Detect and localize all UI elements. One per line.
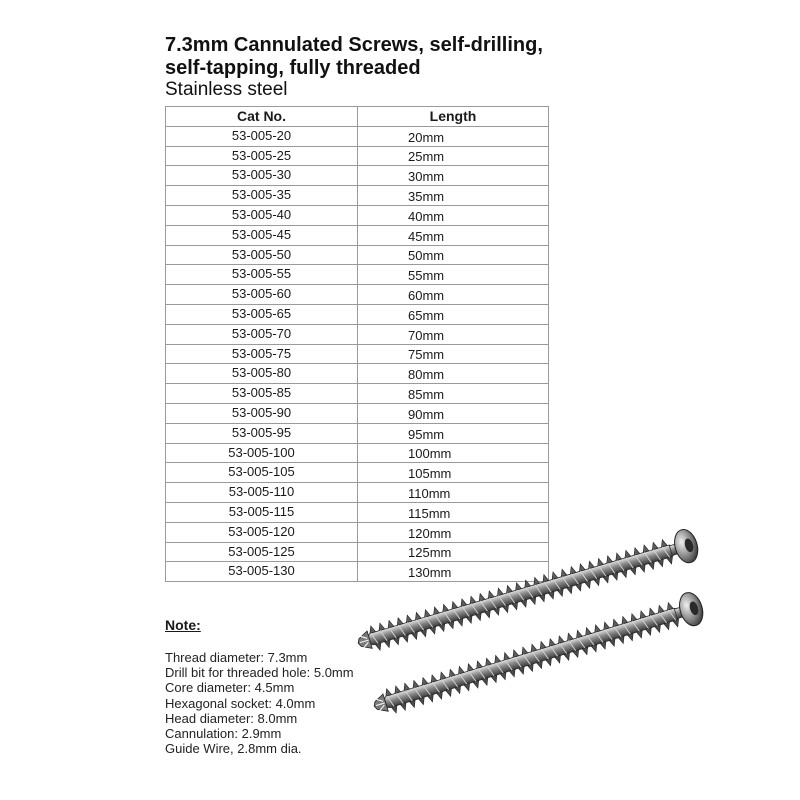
cell-length: 20mm xyxy=(358,126,549,146)
cell-cat-no: 53-005-65 xyxy=(166,304,358,324)
table-row xyxy=(166,364,549,384)
cell-length: 75mm xyxy=(358,344,549,364)
cell-cat-no: 53-005-105 xyxy=(166,463,358,483)
table-header-row xyxy=(166,107,549,127)
table-row xyxy=(166,463,549,483)
cell-cat-no: 53-005-110 xyxy=(166,483,358,503)
cell-cat-no: 53-005-70 xyxy=(166,324,358,344)
table-row xyxy=(166,403,549,423)
table-row xyxy=(166,344,549,364)
cell-cat-no: 53-005-45 xyxy=(166,225,358,245)
cell-length: 125mm xyxy=(358,542,549,562)
cell-cat-no: 53-005-25 xyxy=(166,146,358,166)
table-row xyxy=(166,245,549,265)
cell-cat-no: 53-005-120 xyxy=(166,522,358,542)
cell-cat-no: 53-005-35 xyxy=(166,186,358,206)
table-row xyxy=(166,423,549,443)
note-line: Cannulation: 2.9mm xyxy=(165,726,282,742)
cell-length: 70mm xyxy=(358,324,549,344)
cell-length: 90mm xyxy=(358,403,549,423)
cell-length: 40mm xyxy=(358,205,549,225)
note-line: Drill bit for threaded hole: 5.0mm xyxy=(165,665,354,681)
table-row xyxy=(166,384,549,404)
cell-cat-no: 53-005-85 xyxy=(166,384,358,404)
column-header-cat-no: Cat No. xyxy=(166,107,358,127)
cell-length: 65mm xyxy=(358,304,549,324)
cell-length: 55mm xyxy=(358,265,549,285)
table-row xyxy=(166,324,549,344)
page-title xyxy=(165,34,765,80)
cell-length: 100mm xyxy=(358,443,549,463)
cell-length: 110mm xyxy=(358,483,549,503)
note-line: Hexagonal socket: 4.0mm xyxy=(165,695,316,711)
title-line-2: self-tapping, fully threaded xyxy=(165,57,421,79)
cell-cat-no: 53-005-80 xyxy=(166,364,358,384)
cell-cat-no: 53-005-90 xyxy=(166,403,358,423)
table-row xyxy=(166,265,549,285)
cannulated-screws-illustration xyxy=(340,500,740,730)
cell-cat-no: 53-005-125 xyxy=(166,542,358,562)
cell-length: 120mm xyxy=(358,522,549,542)
table-row xyxy=(166,205,549,225)
cell-length: 50mm xyxy=(358,245,549,265)
screw-upper xyxy=(353,527,701,660)
cell-length: 80mm xyxy=(358,364,549,384)
cell-length: 30mm xyxy=(358,166,549,186)
table-row xyxy=(166,146,549,166)
column-header-length: Length xyxy=(358,107,549,127)
screw-lower xyxy=(369,590,706,723)
cell-cat-no: 53-005-60 xyxy=(166,285,358,305)
table-row xyxy=(166,126,549,146)
note-heading: Note: xyxy=(165,617,201,633)
table-row xyxy=(166,304,549,324)
cell-cat-no: 53-005-100 xyxy=(166,443,358,463)
cell-cat-no: 53-005-115 xyxy=(166,502,358,522)
table-row xyxy=(166,443,549,463)
title-line-1: 7.3mm Cannulated Screws, self-drilling, xyxy=(165,34,543,56)
cell-length: 95mm xyxy=(358,423,549,443)
note-list xyxy=(165,650,354,756)
table-row xyxy=(166,166,549,186)
cell-length: 35mm xyxy=(358,186,549,206)
cell-cat-no: 53-005-40 xyxy=(166,205,358,225)
cell-length: 115mm xyxy=(358,502,549,522)
material-subtitle: Stainless steel xyxy=(165,79,288,100)
cell-cat-no: 53-005-20 xyxy=(166,126,358,146)
cell-cat-no: 53-005-75 xyxy=(166,344,358,364)
cell-length: 60mm xyxy=(358,285,549,305)
cell-cat-no: 53-005-95 xyxy=(166,423,358,443)
table-row xyxy=(166,285,549,305)
table-row xyxy=(166,225,549,245)
cell-cat-no: 53-005-30 xyxy=(166,166,358,186)
note-line: Thread diameter: 7.3mm xyxy=(165,650,308,665)
note-line: Guide Wire, 2.8mm dia. xyxy=(165,741,302,757)
cell-length: 130mm xyxy=(358,562,549,582)
cell-cat-no: 53-005-50 xyxy=(166,245,358,265)
cell-cat-no: 53-005-130 xyxy=(166,562,358,582)
cell-length: 45mm xyxy=(358,225,549,245)
note-line: Head diameter: 8.0mm xyxy=(165,710,298,726)
cell-cat-no: 53-005-55 xyxy=(166,265,358,285)
table-row xyxy=(166,186,549,206)
note-line: Core diameter: 4.5mm xyxy=(165,680,295,696)
cell-length: 85mm xyxy=(358,384,549,404)
cell-length: 105mm xyxy=(358,463,549,483)
cell-length: 25mm xyxy=(358,146,549,166)
